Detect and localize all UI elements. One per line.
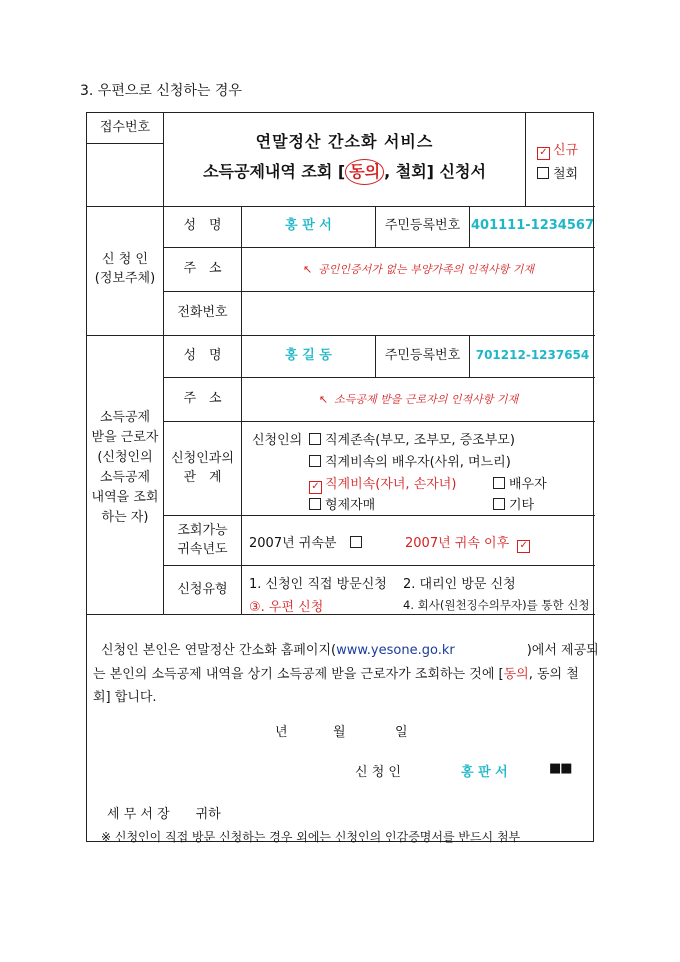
worker-group-label: 소득공제 받을 근로자 (신청인의 소득공제 내역을 조회 하는 자) <box>91 409 159 526</box>
homepage-url[interactable]: www.yesone.go.kr <box>336 643 455 658</box>
rel-spouse-option[interactable]: 배우자 <box>493 473 547 492</box>
statement-line-1: 신청인 본인은 연말정산 간소화 홈페이지(www.yesone.go.kr )에서 제공되 <box>101 643 599 658</box>
seal-mark: ■■ <box>549 761 572 776</box>
arrow-up-left-icon: ↖ <box>302 262 313 276</box>
rel-sibling-option[interactable]: 형제자매 <box>309 494 375 513</box>
year-label: 조회가능 귀속년도 <box>177 522 228 557</box>
year-2007-option[interactable]: 2007년 귀속분 <box>249 532 366 551</box>
relation-prefix: 신청인의 <box>252 433 303 448</box>
worker-name-label: 성 명 <box>183 347 222 363</box>
application-form <box>86 112 599 844</box>
arrow-up-left-icon: ↖ <box>318 392 329 406</box>
date-year-label: 년 <box>275 725 288 740</box>
agree-circled: 동의 <box>345 159 384 184</box>
applicant-rrn-value[interactable]: 401111-1234567 <box>471 218 594 234</box>
applicant-phone-label: 전화번호 <box>177 305 228 321</box>
rel-descendant-option[interactable]: ✓ 직계비속(자녀, 손자녀) <box>309 473 456 494</box>
applicant-name-label: 성 명 <box>183 218 222 234</box>
year-after-option[interactable]: 2007년 귀속 이후 ✓ <box>405 532 533 553</box>
checkbox-icon <box>350 536 362 548</box>
date-month-label: 월 <box>333 725 346 740</box>
checkbox-icon <box>309 433 321 445</box>
worker-rrn-label: 주민등록번호 <box>384 347 461 363</box>
applicant-phone-field[interactable] <box>242 292 595 335</box>
receipt-number-label: 접수번호 <box>99 119 151 135</box>
footnote: ※ 신청인이 직접 방문 신청하는 경우 외에는 신청인의 인감증명서를 반드시 첨부 <box>101 830 521 844</box>
applicant-address-label: 주 소 <box>183 261 222 277</box>
checked-box-icon: ✓ <box>309 481 322 494</box>
rel-other-option[interactable]: 기타 <box>493 494 534 513</box>
addressee: 세 무 서 장 귀하 <box>107 807 221 822</box>
checkbox-icon <box>493 498 505 510</box>
applicant-group-label: 신 청 인 (정보주체) <box>94 252 156 286</box>
worker-rrn-value[interactable]: 701212-1237654 <box>475 348 590 363</box>
applicant-name-value[interactable]: 홍 판 서 <box>285 218 332 234</box>
date-day-label: 일 <box>395 725 408 740</box>
signature-label: 신 청 인 <box>355 765 401 780</box>
form-title: 연말정산 간소화 서비스 <box>255 132 434 152</box>
receipt-number-field[interactable] <box>87 144 163 206</box>
type-company[interactable]: 4. 회사(원천징수의무자)를 통한 신청 <box>403 598 590 612</box>
option-withdraw[interactable]: 철회 <box>537 163 578 182</box>
relation-label: 신청인과의 관 계 <box>171 450 234 485</box>
option-new[interactable]: ✓ 신규 <box>537 139 578 160</box>
statement-line-3: 회] 합니다. <box>93 690 157 705</box>
type-visit-self[interactable]: 1. 신청인 직접 방문신청 <box>249 577 387 592</box>
checkbox-icon <box>537 167 549 179</box>
checkbox-icon <box>493 477 505 489</box>
checkbox-icon <box>309 498 321 510</box>
form-subtitle: 소득공제내역 조회 [ 동의 , 철회] 신청서 <box>164 157 525 187</box>
checkbox-icon <box>309 455 321 467</box>
worker-name-value[interactable]: 홍 길 동 <box>285 347 332 363</box>
checked-box-icon: ✓ <box>517 540 530 553</box>
divider <box>87 614 595 615</box>
worker-address-note[interactable]: ↖ 소득공제 받을 근로자의 인적사항 기재 <box>318 392 519 406</box>
signature-name[interactable]: 홍 판 서 <box>461 765 508 780</box>
rel-spouse-of-descendant-option[interactable]: 직계비속의 배우자(사위, 며느리) <box>309 451 511 470</box>
statement-line-2: 는 본인의 소득공제 내역을 상기 소득공제 받을 근로자가 조회하는 것에 [동의, 동의 철 <box>93 667 579 682</box>
applicant-rrn-label: 주민등록번호 <box>384 218 461 234</box>
type-visit-proxy[interactable]: 2. 대리인 방문 신청 <box>403 577 516 592</box>
section-heading: 3. 우편으로 신청하는 경우 <box>80 83 242 99</box>
worker-address-label: 주 소 <box>183 391 222 407</box>
divider <box>525 113 526 206</box>
rel-ascendant-option[interactable]: 직계존속(부모, 조부모, 증조부모) <box>309 429 515 448</box>
type-mail[interactable]: ③. 우편 신청 <box>249 600 324 615</box>
applicant-address-note[interactable]: ↖ 공인인증서가 없는 부양가족의 인적사항 기재 <box>302 262 535 276</box>
checked-box-icon: ✓ <box>537 147 550 160</box>
type-label: 신청유형 <box>177 581 228 597</box>
